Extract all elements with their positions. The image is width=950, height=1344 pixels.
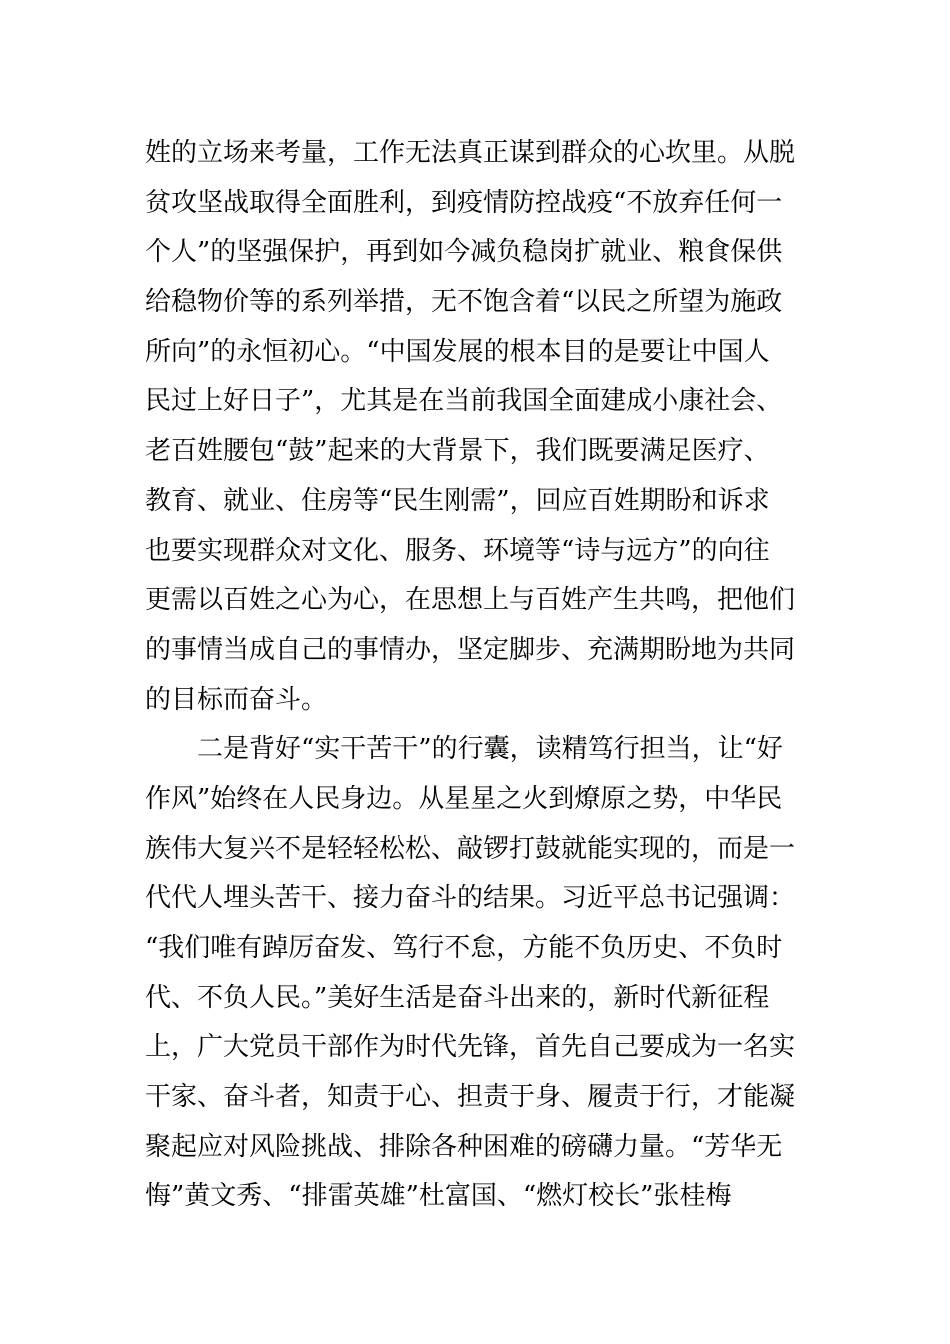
text-line: 干家、奋斗者，知责于心、担责于身、履责于行，才能凝 [145,1082,796,1113]
text-line: 所向”的永恒初心。“中国发展的根本目的是要让中国人 [145,336,770,367]
text-line: 代、不负人民。”美好生活是奋斗出来的，新时代新征程 [145,982,770,1013]
text-line: 代代人埋头苦干、接力奋斗的结果。习近平总书记强调： [145,883,796,914]
body-text [145,129,825,1222]
text-line: “我们唯有踔厉奋发、笃行不怠，方能不负历史、不负时 [145,933,783,963]
text-line: 悔”黄文秀、“排雷英雄”杜富国、“燃灯校长”张桂梅 [145,1181,732,1212]
text-line: 民过上好日子”，尤其是在当前我国全面建成小康社会、 [145,386,783,417]
text-line: 的事情当成自己的事情办，坚定脚步、充满期盼地为共同 [145,634,796,665]
text-line: 的目标而奋斗。 [145,684,328,715]
text-line: 老百姓腰包“鼓”起来的大背景下，我们既要满足医疗、 [145,436,770,467]
text-line: 上，广大党员干部作为时代先锋，首先自己要成为一名实 [145,1032,796,1063]
paragraph-start-line: 二是背好“实干苦干”的行囊，读精笃行担当，让“好 [197,734,783,765]
text-line: 贫攻坚战取得全面胜利，到疫情防控战疫“不放弃任何一 [145,187,783,218]
text-line: 作风”始终在人民身边。从星星之火到燎原之势，中华民 [145,783,783,814]
text-line: 也要实现群众对文化、服务、环境等“诗与远方”的向往 [145,535,770,566]
text-line: 聚起应对风险挑战、排除各种困难的磅礴力量。“芳华无 [145,1131,783,1162]
text-line: 教育、就业、住房等“民生刚需”，回应百姓期盼和诉求 [145,485,770,516]
text-line: 个人”的坚强保护，再到如今减负稳岗扩就业、粮食保供 [145,237,783,268]
text-line: 族伟大复兴不是轻轻松松、敲锣打鼓就能实现的，而是一 [145,833,796,864]
text-line: 更需以百姓之心为心，在思想上与百姓产生共鸣，把他们 [145,585,796,616]
text-line: 给稳物价等的系列举措，无不饱含着“以民之所望为施政 [145,287,783,318]
text-line: 姓的立场来考量，工作无法真正谋到群众的心坎里。从脱 [145,138,796,168]
